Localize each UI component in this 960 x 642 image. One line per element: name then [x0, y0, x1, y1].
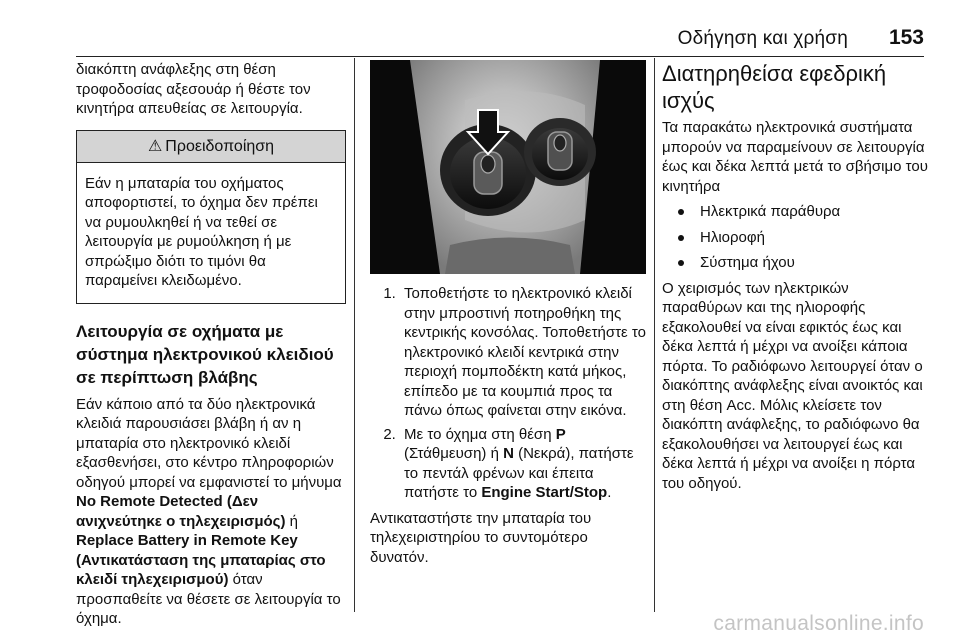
text-run: Με το όχημα στη θέση [404, 425, 556, 443]
closing-paragraph: Αντικαταστήστε την μπαταρία του τηλεχειριστηρίου το συντομότερο δυνατόν. [370, 509, 592, 566]
intro-paragraph: διακόπτη ανάφλεξης στη θέση τροφοδοσίας αξεσουάρ ή θέστε τον κινητήρα απευθείας σε λειτουργία. [76, 61, 311, 117]
text-run: (Στάθμευση) ή [404, 445, 504, 462]
text-run: Τοποθετήστε το ηλεκτρονικό κλειδί στην μπροστινή ποτηροθήκη της κεντρικής κονσόλας. Τοποθετήστε το ηλεκτρονικό κλειδί κεντρικά στην περιοχή πομποδέκτη κατά μήκος, επίπεδο με τα κουμπιά προς τα πάνω όπως φαίνεται στην εικόνα. [404, 285, 646, 419]
list-item: Ηλιοροφή [662, 228, 930, 248]
warning-icon: ⚠ [147, 137, 163, 155]
electronic-key-paragraph [76, 395, 346, 629]
text-run: όταν προσπαθείτε να θέσετε σε λειτουργία το όχημα. [76, 571, 341, 627]
page-number: 153 [888, 26, 924, 49]
column-middle [370, 60, 646, 567]
warning-body: Εάν η μπαταρία του οχήματος αποφορτιστεί, το όχημα δεν πρέπει να ρυμουλκηθεί ή να τεθεί σε λειτουργία με ρυμούλκηση ή με σπρώξιμο διότι το τιμόνι θα παραμείνει κλειδωμένο. [85, 174, 318, 289]
retained-power-paragraph: Ο χειρισμός των ηλεκτρικών παραθύρων και της ηλιοροφής εξακολουθεί να είναι εφικτός έως και δέκα λεπτά ή μέχρι να ανοίξει κάποια πόρτα. Το ραδιόφωνο λειτουργεί όταν ο διακόπτης ανάφλεξης είναι ανοικτός και στη θέση Acc. Μόλις κλείσετε τον διακόπτη ανάφλεξης, το ραδιόφωνο θα εξακολουθήσει να λειτουργεί έως και δέκα λεπτά ή μέχρι να ανοίξει η πόρτα του οδηγού. [662, 279, 923, 492]
warning-title: Προειδοποίηση [165, 137, 275, 155]
column-right [662, 60, 930, 493]
cupholder-illustration [370, 60, 646, 274]
column-divider-2 [654, 58, 655, 612]
section-heading-retained-power: Διατηρηθείσα εφεδρική ισχύς [662, 61, 887, 113]
list-item: Ηλεκτρικά παράθυρα [662, 202, 930, 222]
message-replace-battery: Replace Battery in Remote Key (Αντικατάσταση της μπαταρίας στο κλειδί τηλεχειρισμού) [76, 532, 326, 588]
list-item: Σύστημα ήχου [662, 253, 930, 273]
section-heading-electronic-key: Λειτουργία σε οχήματα με σύστημα ηλεκτρονικού κλειδιού σε περίπτωση βλάβης [76, 321, 334, 387]
text-run: . [607, 484, 612, 501]
retained-power-intro: Τα παρακάτω ηλεκτρονικά συστήματα μπορούν να παραμείνουν σε λειτουργία έως και δέκα λεπτά μετά το σβήσιμο του κινητήρα [662, 119, 928, 195]
gear-p: P [555, 425, 566, 443]
warning-header [77, 131, 345, 163]
text-run: Εάν κάποιο από τα δύο ηλεκτρονικά κλειδιά παρουσιάσει βλάβη ή αν η μπαταρία στο ηλεκτρονικό κλειδί εξασθενήσει, στο κέντρο πληροφοριών οδηγού μπορεί να εμφανιστεί το μήνυμα [76, 395, 342, 491]
text-run: (Νεκρά), πατήστε το πεντάλ φρένων και έπειτα πατήστε το [404, 445, 634, 501]
step-item [400, 284, 646, 421]
column-divider-1 [354, 58, 355, 612]
cupholder-photo [370, 60, 646, 274]
warning-box [76, 130, 346, 304]
section-title: Οδήγηση και χρήση [677, 28, 848, 49]
steps-list [370, 284, 646, 503]
bullet-list [662, 202, 930, 273]
watermark: carmanualsonline.info [713, 612, 924, 635]
header-rule [76, 56, 924, 57]
gear-n: N [503, 445, 514, 462]
text-run: ή [285, 512, 298, 530]
column-left [76, 60, 346, 629]
message-no-remote: No Remote Detected (Δεν ανιχνεύτηκε ο τηλεχειρισμός) [76, 493, 286, 530]
step-item [400, 425, 646, 503]
engine-start-stop-label: Engine Start/Stop [481, 484, 608, 501]
page-header [0, 0, 960, 58]
